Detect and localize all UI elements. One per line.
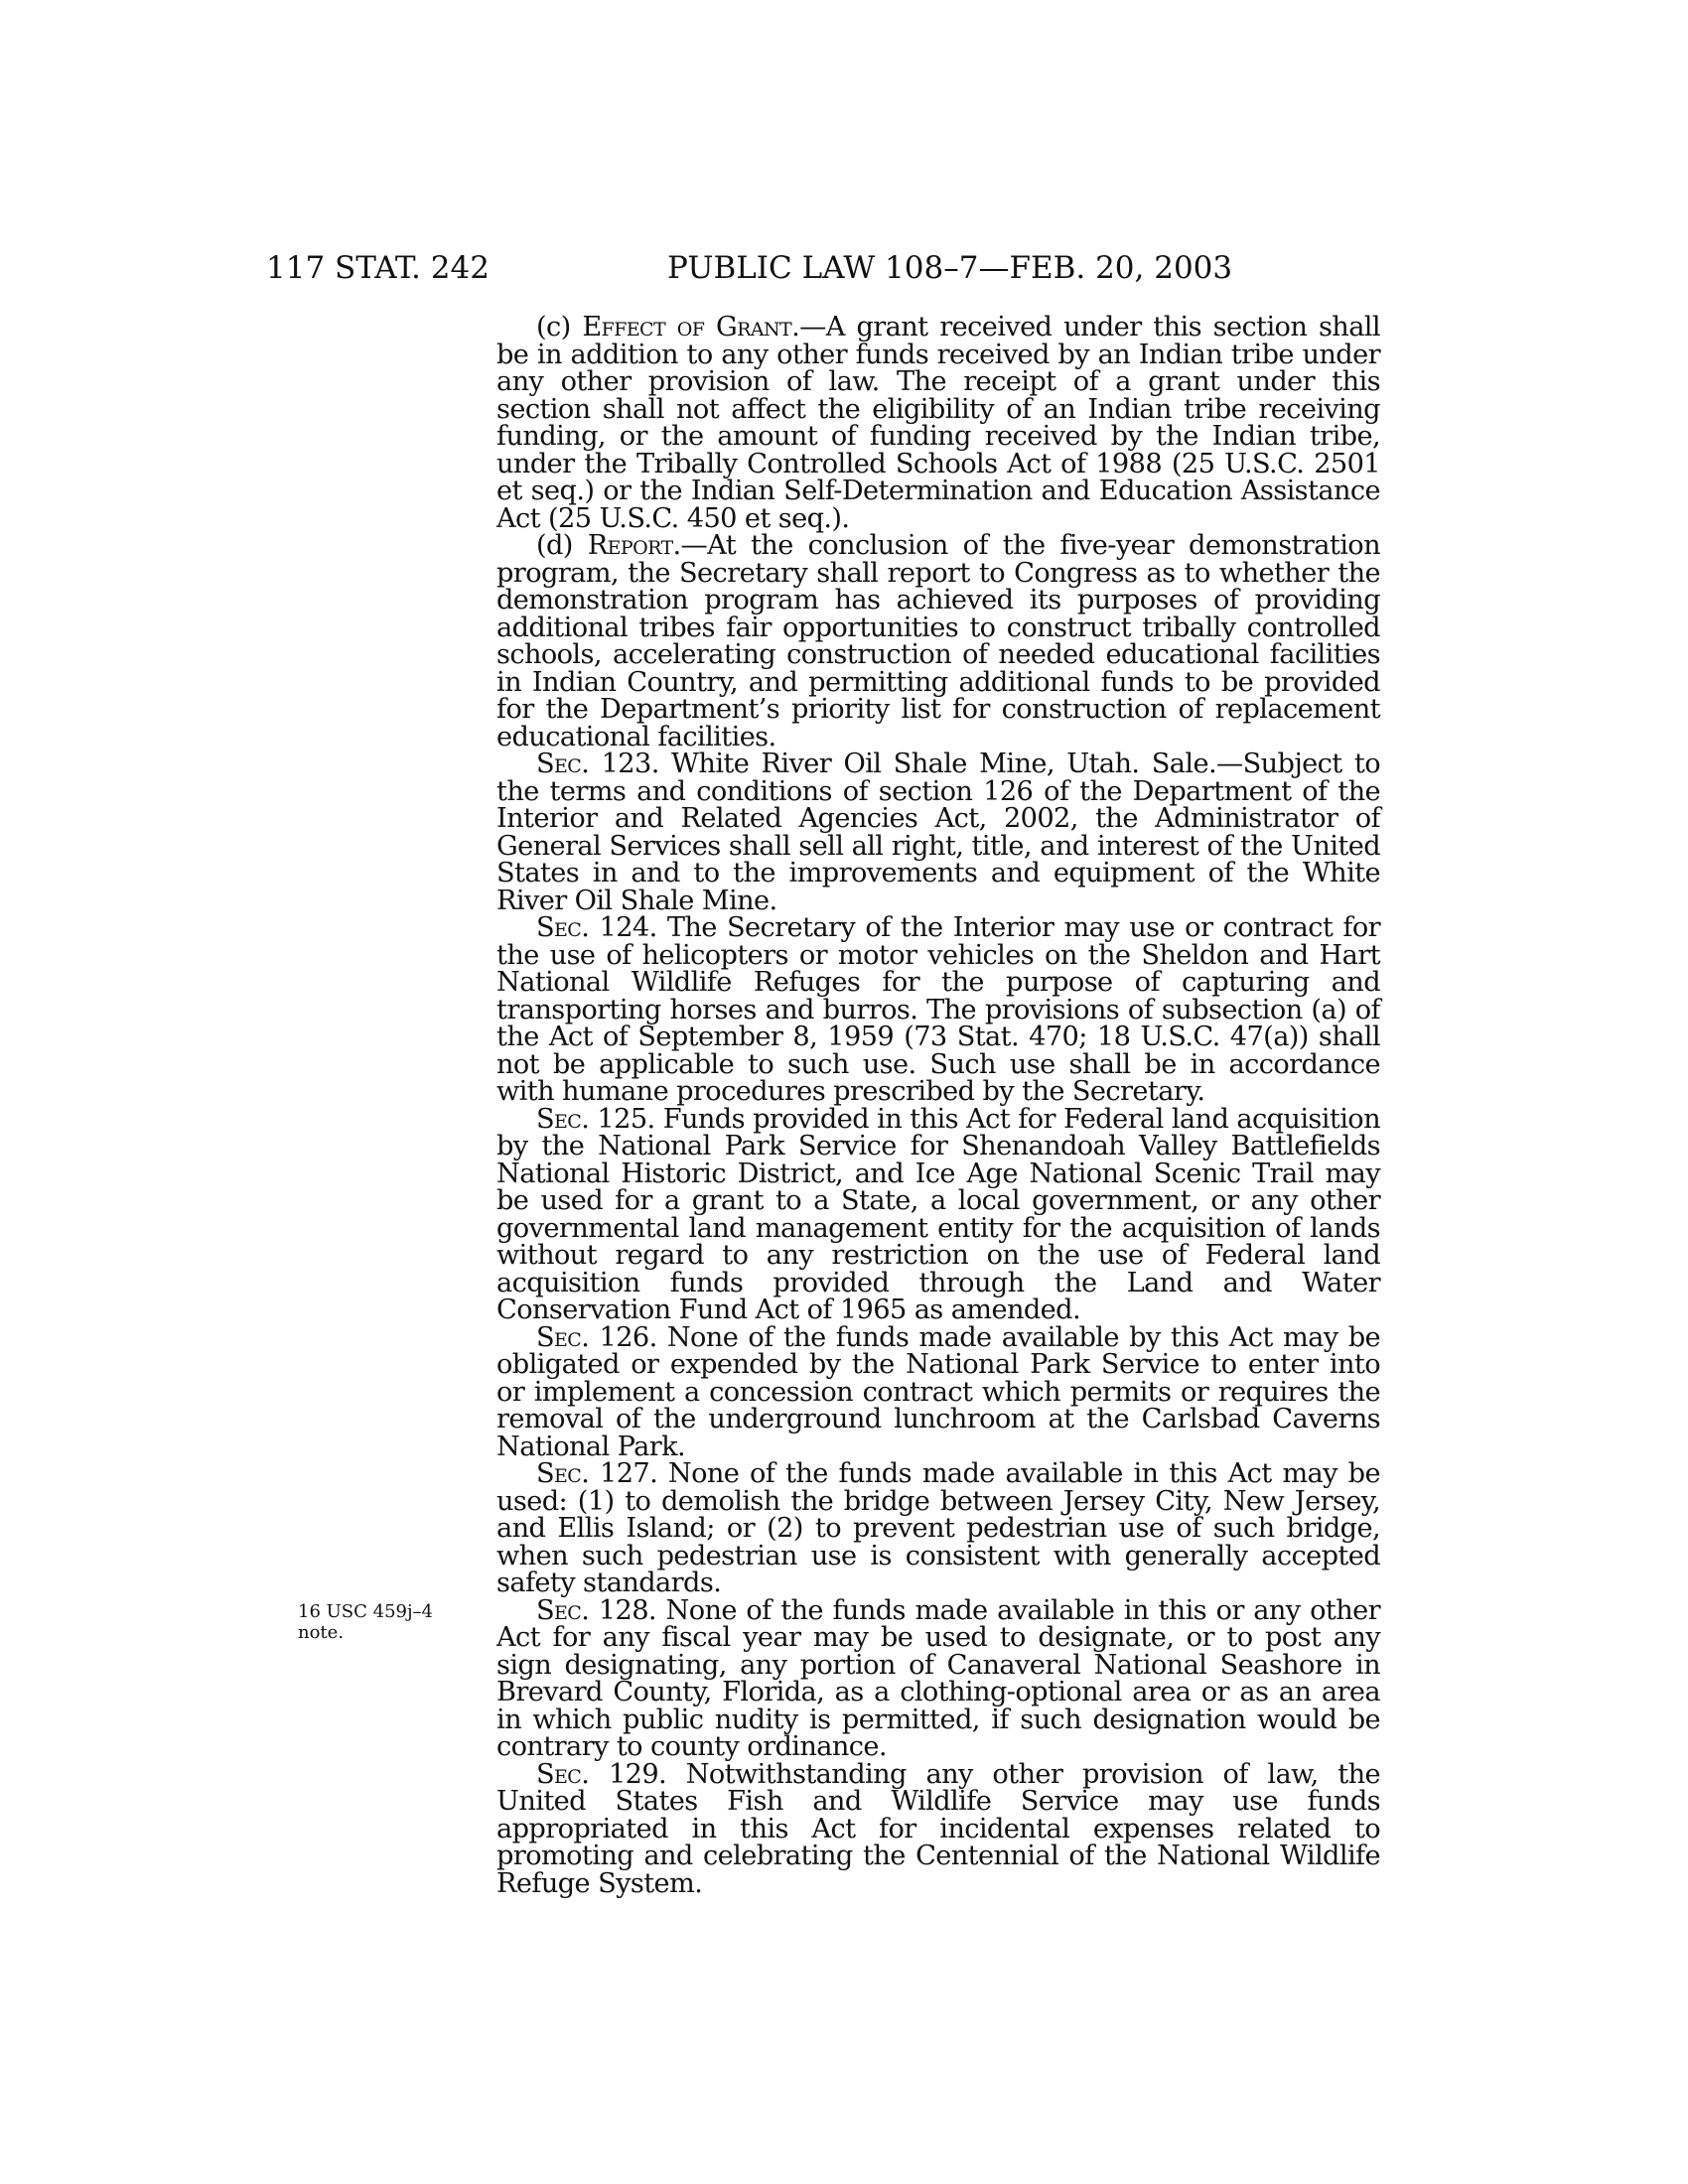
para-text: 123. White River Oil Shale Mine, Utah. Sale.—Subject to the terms and conditions of section 126 of the Department of the Interior and Related Agencies Act, 2002, the Administrator of General Services shall sell all right, title, and interest of the United States in and to the improvements and equipment of the White River Oil Shale Mine. [496, 749, 1380, 916]
margin-citation-line: note. [298, 1622, 345, 1643]
page-header [0, 248, 1688, 288]
section-123 [496, 751, 1380, 914]
para-caption: Sec [536, 1321, 582, 1353]
para-separator: . [581, 1758, 609, 1790]
para-prefix: (c) [536, 312, 583, 342]
para-caption: Sec [536, 912, 582, 943]
margin-citation-note [298, 1601, 447, 1643]
subsection-c-effect-of-grant [496, 314, 1380, 532]
para-separator: . [581, 1594, 599, 1626]
para-text: 124. The Secretary of the Interior may use or contract for the use of helicopters or motor vehicles on the Sheldon and Hart National Wildlife Refuges for the purpose of capturing and transporting horses and burros. The provisions of subsection (a) of the Act of September 8, 1959 (73 Stat. 470; 18 U.S.C. 47(a)) shall not be applicable to such use. Such use shall be in accordance with humane procedures prescribed by the Secretary. [496, 912, 1380, 1107]
section-125 [496, 1103, 1380, 1325]
section-129 [496, 1758, 1380, 1899]
para-text: 129. Notwithstanding any other provision of law, the United States Fish and Wildlife Service may use funds appropriated in this Act for incidental expenses related to promoting and celebrating the Centennial of the National Wildlife Refuge System. [496, 1758, 1380, 1899]
para-separator: . [581, 1103, 598, 1135]
para-caption: Sec [536, 1103, 582, 1135]
section-128 [496, 1594, 1380, 1762]
para-caption: Effect of Grant [582, 312, 792, 342]
section-124 [496, 914, 1380, 1106]
running-title: PUBLIC LAW 108–7—FEB. 20, 2003 [667, 250, 1233, 286]
para-caption: Sec [536, 749, 582, 779]
para-text: 128. None of the funds made available in this or any other Act for any fiscal year may be used to designate, or to post any sign designating, any portion of Canaveral National Seashore in Brevard County, Florida, as a clothing-optional area or as an area in which public nudity is permitted, if such designation would be contrary to county ordinance. [496, 1594, 1380, 1762]
para-text: 127. None of the funds made available in this Act may be used: (1) to demolish the bridge between Jersey City, New Jersey, and Ellis Island; or (2) to prevent pedestrian use of such bridge, when such pedestrian use is consistent with generally accepted safety standards. [496, 1458, 1380, 1598]
margin-citation-line: 16 USC 459j–4 [298, 1601, 434, 1622]
para-separator: . [581, 1321, 600, 1353]
para-prefix: (d) [536, 530, 588, 561]
para-caption: Sec [536, 1594, 582, 1626]
statute-page-reference: 117 STAT. 242 [266, 250, 490, 286]
para-separator: .— [791, 312, 826, 342]
para-caption: Report [587, 530, 673, 561]
para-text: A grant received under this section shall be in addition to any other funds received by an Indian tribe under any other provision of law. The receipt of a grant under this section shall not affect the eligibility of an Indian tribe receiving funding, or the amount of funding received by the Indian tribe, under the Tribally Controlled Schools Act of 1988 (25 U.S.C. 2501 et seq.) or the Indian Self-Determination and Education Assistance Act (25 U.S.C. 450 et seq.). [496, 312, 1380, 534]
subsection-d-report [496, 532, 1380, 751]
para-separator: . [581, 1458, 601, 1489]
para-text: At the conclusion of the five-year demonstration program, the Secretary shall report to Congress as to whether the demonstration program has achieved its purposes of providing additional tribes fair opportunities to construct tribally controlled schools, accelerating construction of needed educational facilities in Indian Country, and permitting additional funds to be provided for the Department’s priority list for construction of replacement educational facilities. [496, 530, 1380, 752]
para-caption: Sec [536, 1458, 582, 1489]
statute-body [496, 314, 1380, 1897]
para-caption: Sec [536, 1758, 582, 1790]
para-text: 125. Funds provided in this Act for Federal land acquisition by the National Park Service for Shenandoah Valley Battlefields National Historic District, and Ice Age National Scenic Trail may be used for a grant to a State, a local government, or any other governmental land management entity for the acquisition of lands without regard to any restriction on the use of Federal land acquisition funds provided through the Land and Water Conservation Fund Act of 1965 as amended. [496, 1103, 1380, 1325]
para-text: 126. None of the funds made available by this Act may be obligated or expended by the National Park Service to enter into or implement a concession contract which permits or requires the removal of the underground lunchroom at the Carlsbad Caverns National Park. [496, 1321, 1381, 1462]
para-separator: . [581, 912, 600, 943]
para-separator: . [581, 749, 602, 779]
section-127 [496, 1460, 1380, 1597]
section-126 [496, 1321, 1381, 1462]
para-separator: .— [672, 530, 708, 561]
